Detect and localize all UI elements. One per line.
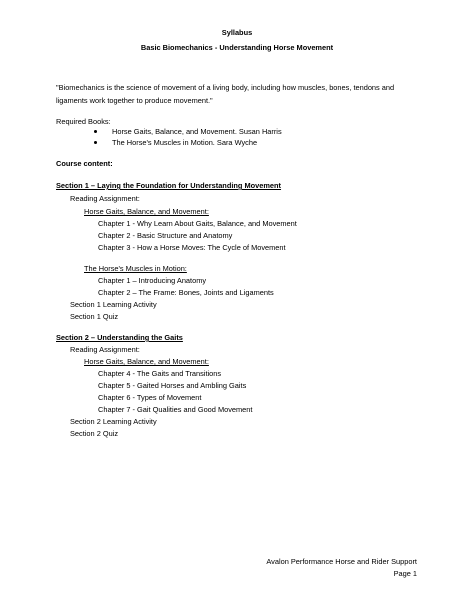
required-book-2: The Horse's Muscles in Motion. Sara Wyche (112, 138, 258, 147)
required-books-heading: Required Books: (56, 117, 111, 126)
section-1-title: Section 1 – Laying the Foundation for Understanding Movement (56, 181, 282, 190)
section-1-book-1-title: Horse Gaits, Balance, and Movement: (84, 207, 209, 216)
section-2-chapter: Chapter 5 - Gaited Horses and Ambling Gaits (98, 381, 247, 390)
bullet-icon (94, 130, 97, 133)
bullet-icon (94, 141, 97, 144)
section-2-chapter: Chapter 4 - The Gaits and Transitions (98, 369, 222, 378)
section-2-learning-activity: Section 2 Learning Activity (70, 417, 157, 426)
section-2-book-1-title: Horse Gaits, Balance, and Movement: (84, 357, 209, 366)
section-1-chapter: Chapter 2 - Basic Structure and Anatomy (98, 231, 233, 240)
section-2-chapter: Chapter 7 - Gait Qualities and Good Movement (98, 405, 253, 414)
section-1-quiz: Section 1 Quiz (70, 312, 119, 321)
section-1-chapter: Chapter 2 – The Frame: Bones, Joints and Ligaments (98, 288, 274, 297)
footer-page-number: Page 1 (393, 569, 417, 578)
required-book-1: Horse Gaits, Balance, and Movement. Susan Harris (112, 127, 282, 136)
section-2-quiz: Section 2 Quiz (70, 429, 119, 438)
section-1-chapter: Chapter 1 – Introducing Anatomy (98, 276, 207, 285)
section-1-chapter: Chapter 1 - Why Learn About Gaits, Balance, and Movement (98, 219, 297, 228)
section-2-chapter: Chapter 6 - Types of Movement (98, 393, 202, 402)
quote-line-2: ligaments work together to produce movement." (56, 96, 213, 105)
page-title: Syllabus (221, 28, 253, 37)
page-subtitle: Basic Biomechanics - Understanding Horse Movement (140, 43, 334, 52)
quote-line-1: "Biomechanics is the science of movement of a living body, including how muscles, bones, tendons and (56, 83, 395, 92)
section-1-reading-label: Reading Assignment: (70, 194, 140, 203)
course-content-heading: Course content: (56, 159, 113, 168)
section-2-reading-label: Reading Assignment: (70, 345, 140, 354)
section-1-learning-activity: Section 1 Learning Activity (70, 300, 157, 309)
section-1-chapter: Chapter 3 - How a Horse Moves: The Cycle of Movement (98, 243, 286, 252)
section-1-book-2-title: The Horse's Muscles in Motion: (84, 264, 187, 273)
section-2-title: Section 2 – Understanding the Gaits (56, 333, 183, 342)
footer-organization: Avalon Performance Horse and Rider Support (266, 557, 417, 566)
